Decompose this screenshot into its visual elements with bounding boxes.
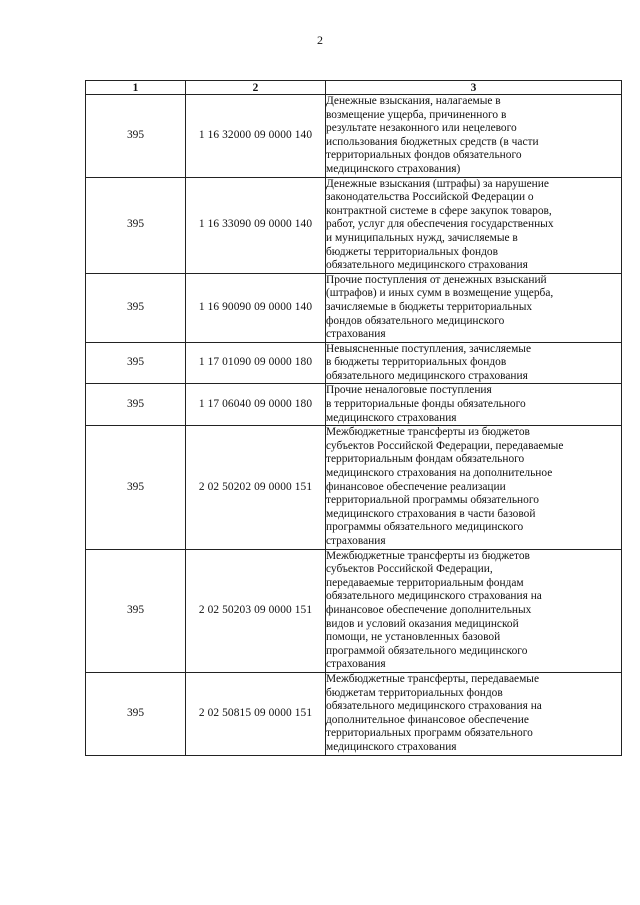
- admin-code-cell: 395: [86, 672, 186, 755]
- page-number: 2: [317, 33, 323, 47]
- table-row: [86, 342, 622, 384]
- table-row: [86, 426, 622, 549]
- description-text: Межбюджетные трансферты из бюджетов субъектов Российской Федерации, передаваемые территориальным фондам обязательного медицинского страхования на дополнительное финансовое обеспечение реализации территориальной программы обязательного медицинского страхования в части базовой программы обязательного медицинского страхования: [326, 426, 564, 547]
- admin-code-cell: 395: [86, 273, 186, 342]
- table-row: [86, 177, 622, 273]
- budget-code-cell: 1 16 90090 09 0000 140: [186, 273, 326, 342]
- description-text: Денежные взыскания (штрафы) за нарушение законодательства Российской Федерации о контрактной системе в сфере закупок товаров, работ, услуг для обеспечения государственных и муниципальных нужд, зачисляемые в бюджеты территориальных фондов обязательного медицинского страхования: [326, 177, 554, 272]
- table-row: [86, 672, 622, 755]
- column-header-1: 1: [86, 81, 186, 95]
- table-row: [86, 95, 622, 178]
- description-cell: [326, 426, 622, 549]
- description-cell: [326, 549, 622, 672]
- budget-code-cell: 1 16 32000 09 0000 140: [186, 95, 326, 178]
- table-row: [86, 384, 622, 426]
- budget-code-cell: 2 02 50815 09 0000 151: [186, 672, 326, 755]
- description-text: Денежные взыскания, налагаемые в возмещение ущерба, причиненного в результате незаконного или нецелевого использования бюджетных средств (в части территориальных фондов обязательного медицинского страхования): [326, 95, 539, 175]
- description-cell: [326, 342, 622, 384]
- admin-code-cell: 395: [86, 177, 186, 273]
- admin-code-cell: 395: [86, 384, 186, 426]
- description-cell: [326, 672, 622, 755]
- budget-code-cell: 1 17 01090 09 0000 180: [186, 342, 326, 384]
- description-text: Межбюджетные трансферты, передаваемые бюджетам территориальных фондов обязательного медицинского страхования на дополнительное финансовое обеспечение территориальных программ обязательного медицинского страхования: [326, 672, 542, 753]
- table-row: [86, 273, 622, 342]
- description-text: Прочие неналоговые поступления в территориальные фонды обязательного медицинского страхования: [326, 384, 526, 424]
- column-header-2: 2: [186, 81, 326, 95]
- description-cell: [326, 273, 622, 342]
- budget-code-cell: 1 17 06040 09 0000 180: [186, 384, 326, 426]
- admin-code-cell: 395: [86, 95, 186, 178]
- budget-code-cell: 2 02 50202 09 0000 151: [186, 426, 326, 549]
- admin-code-cell: 395: [86, 549, 186, 672]
- description-cell: [326, 177, 622, 273]
- table-header-row: [86, 81, 622, 95]
- budget-code-cell: 1 16 33090 09 0000 140: [186, 177, 326, 273]
- table-row: [86, 549, 622, 672]
- description-cell: [326, 95, 622, 178]
- description-text: Невыясненные поступления, зачисляемые в бюджеты территориальных фондов обязательного медицинского страхования: [326, 342, 531, 382]
- budget-revenue-table: [85, 80, 622, 756]
- admin-code-cell: 395: [86, 426, 186, 549]
- column-header-3: 3: [326, 81, 622, 95]
- description-cell: [326, 384, 622, 426]
- description-text: Прочие поступления от денежных взысканий (штрафов) и иных сумм в возмещение ущерба, зачисляемые в бюджеты территориальных фондов обязательного медицинского страхования: [326, 273, 554, 341]
- admin-code-cell: 395: [86, 342, 186, 384]
- description-text: Межбюджетные трансферты из бюджетов субъектов Российской Федерации, передаваемые территориальным фондам обязательного медицинского страхования на финансовое обеспечение дополнительных видов и условий оказания медицинской помощи, не установленных базовой программой обязательного медицинского страхования: [326, 549, 542, 671]
- budget-code-cell: 2 02 50203 09 0000 151: [186, 549, 326, 672]
